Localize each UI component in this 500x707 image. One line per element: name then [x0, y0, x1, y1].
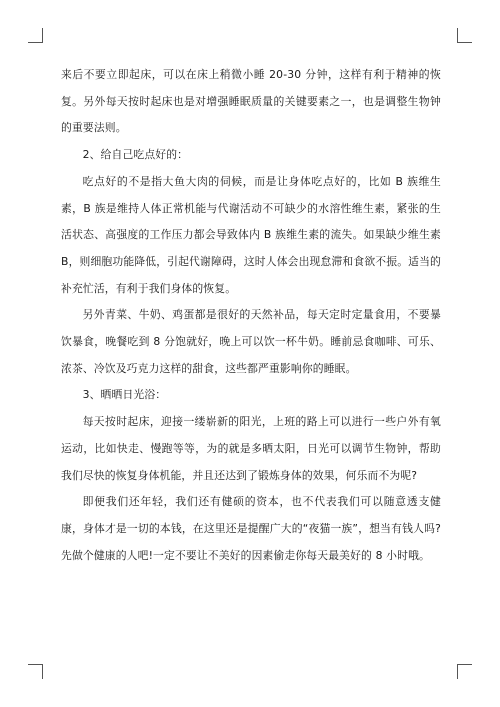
section-heading-3: 3、晒晒日光浴：	[82, 388, 167, 402]
paragraph-conclusion: 即便我们还年轻，我们还有健硕的资本，也不代表我们可以随意透支健康，身体才是一切的本钱，在这里还是提醒广大的“夜猫一族”，想当有钱人吗?先做个健康的人吧!一定不要让不美好的因素偷走你每天最美好的 8 小时哦。	[61, 495, 441, 562]
document-body	[61, 62, 441, 569]
paragraph-sunbath: 每天按时起床，迎接一缕崭新的阳光，上班的路上可以进行一些户外有氧运动，比如快走、慢跑等等，为的就是多晒太阳，日光可以调节生物钟，帮助我们尽快的恢复身体机能，并且还达到了锻炼身体的效果，何乐而不为呢?	[61, 415, 441, 482]
paragraph-vitamin-b: 吃点好的不是指大鱼大肉的伺候，而是让身体吃点好的，比如 B 族维生素，B 族是维持人体正常机能与代谢活动不可缺少的水溶性维生素，紧张的生活状态、高强度的工作压力都会导致体内 B 族维生素的流失。如果缺少维生素 B，则细胞功能降低，引起代谢障碍，这时人体会出现怠滞和食欲不振。适当的补充忙活，有利于我们身体的恢复。	[61, 174, 441, 295]
crop-mark-bottom-right	[457, 664, 472, 679]
section-heading-2: 2、给自己吃点好的：	[82, 148, 189, 162]
paragraph-continued: 来后不要立即起床，可以在床上稍微小睡 20-30 分钟，这样有利于精神的恢复。另外每天按时起床也是对增强睡眠质量的关键要素之一，也是调整生物钟的重要法则。	[61, 68, 441, 135]
crop-mark-bottom-left	[28, 664, 43, 679]
crop-mark-top-right	[457, 28, 472, 43]
paragraph-food: 另外青菜、牛奶、鸡蛋都是很好的天然补品，每天定时定量食用，不要暴饮暴食，晚餐吃到 8 分饱就好，晚上可以饮一杯牛奶。睡前忌食咖啡、可乐、浓茶、冷饮及巧克力这样的甜食，这些都严重影响你的睡眠。	[61, 308, 441, 375]
crop-mark-top-left	[28, 28, 43, 43]
